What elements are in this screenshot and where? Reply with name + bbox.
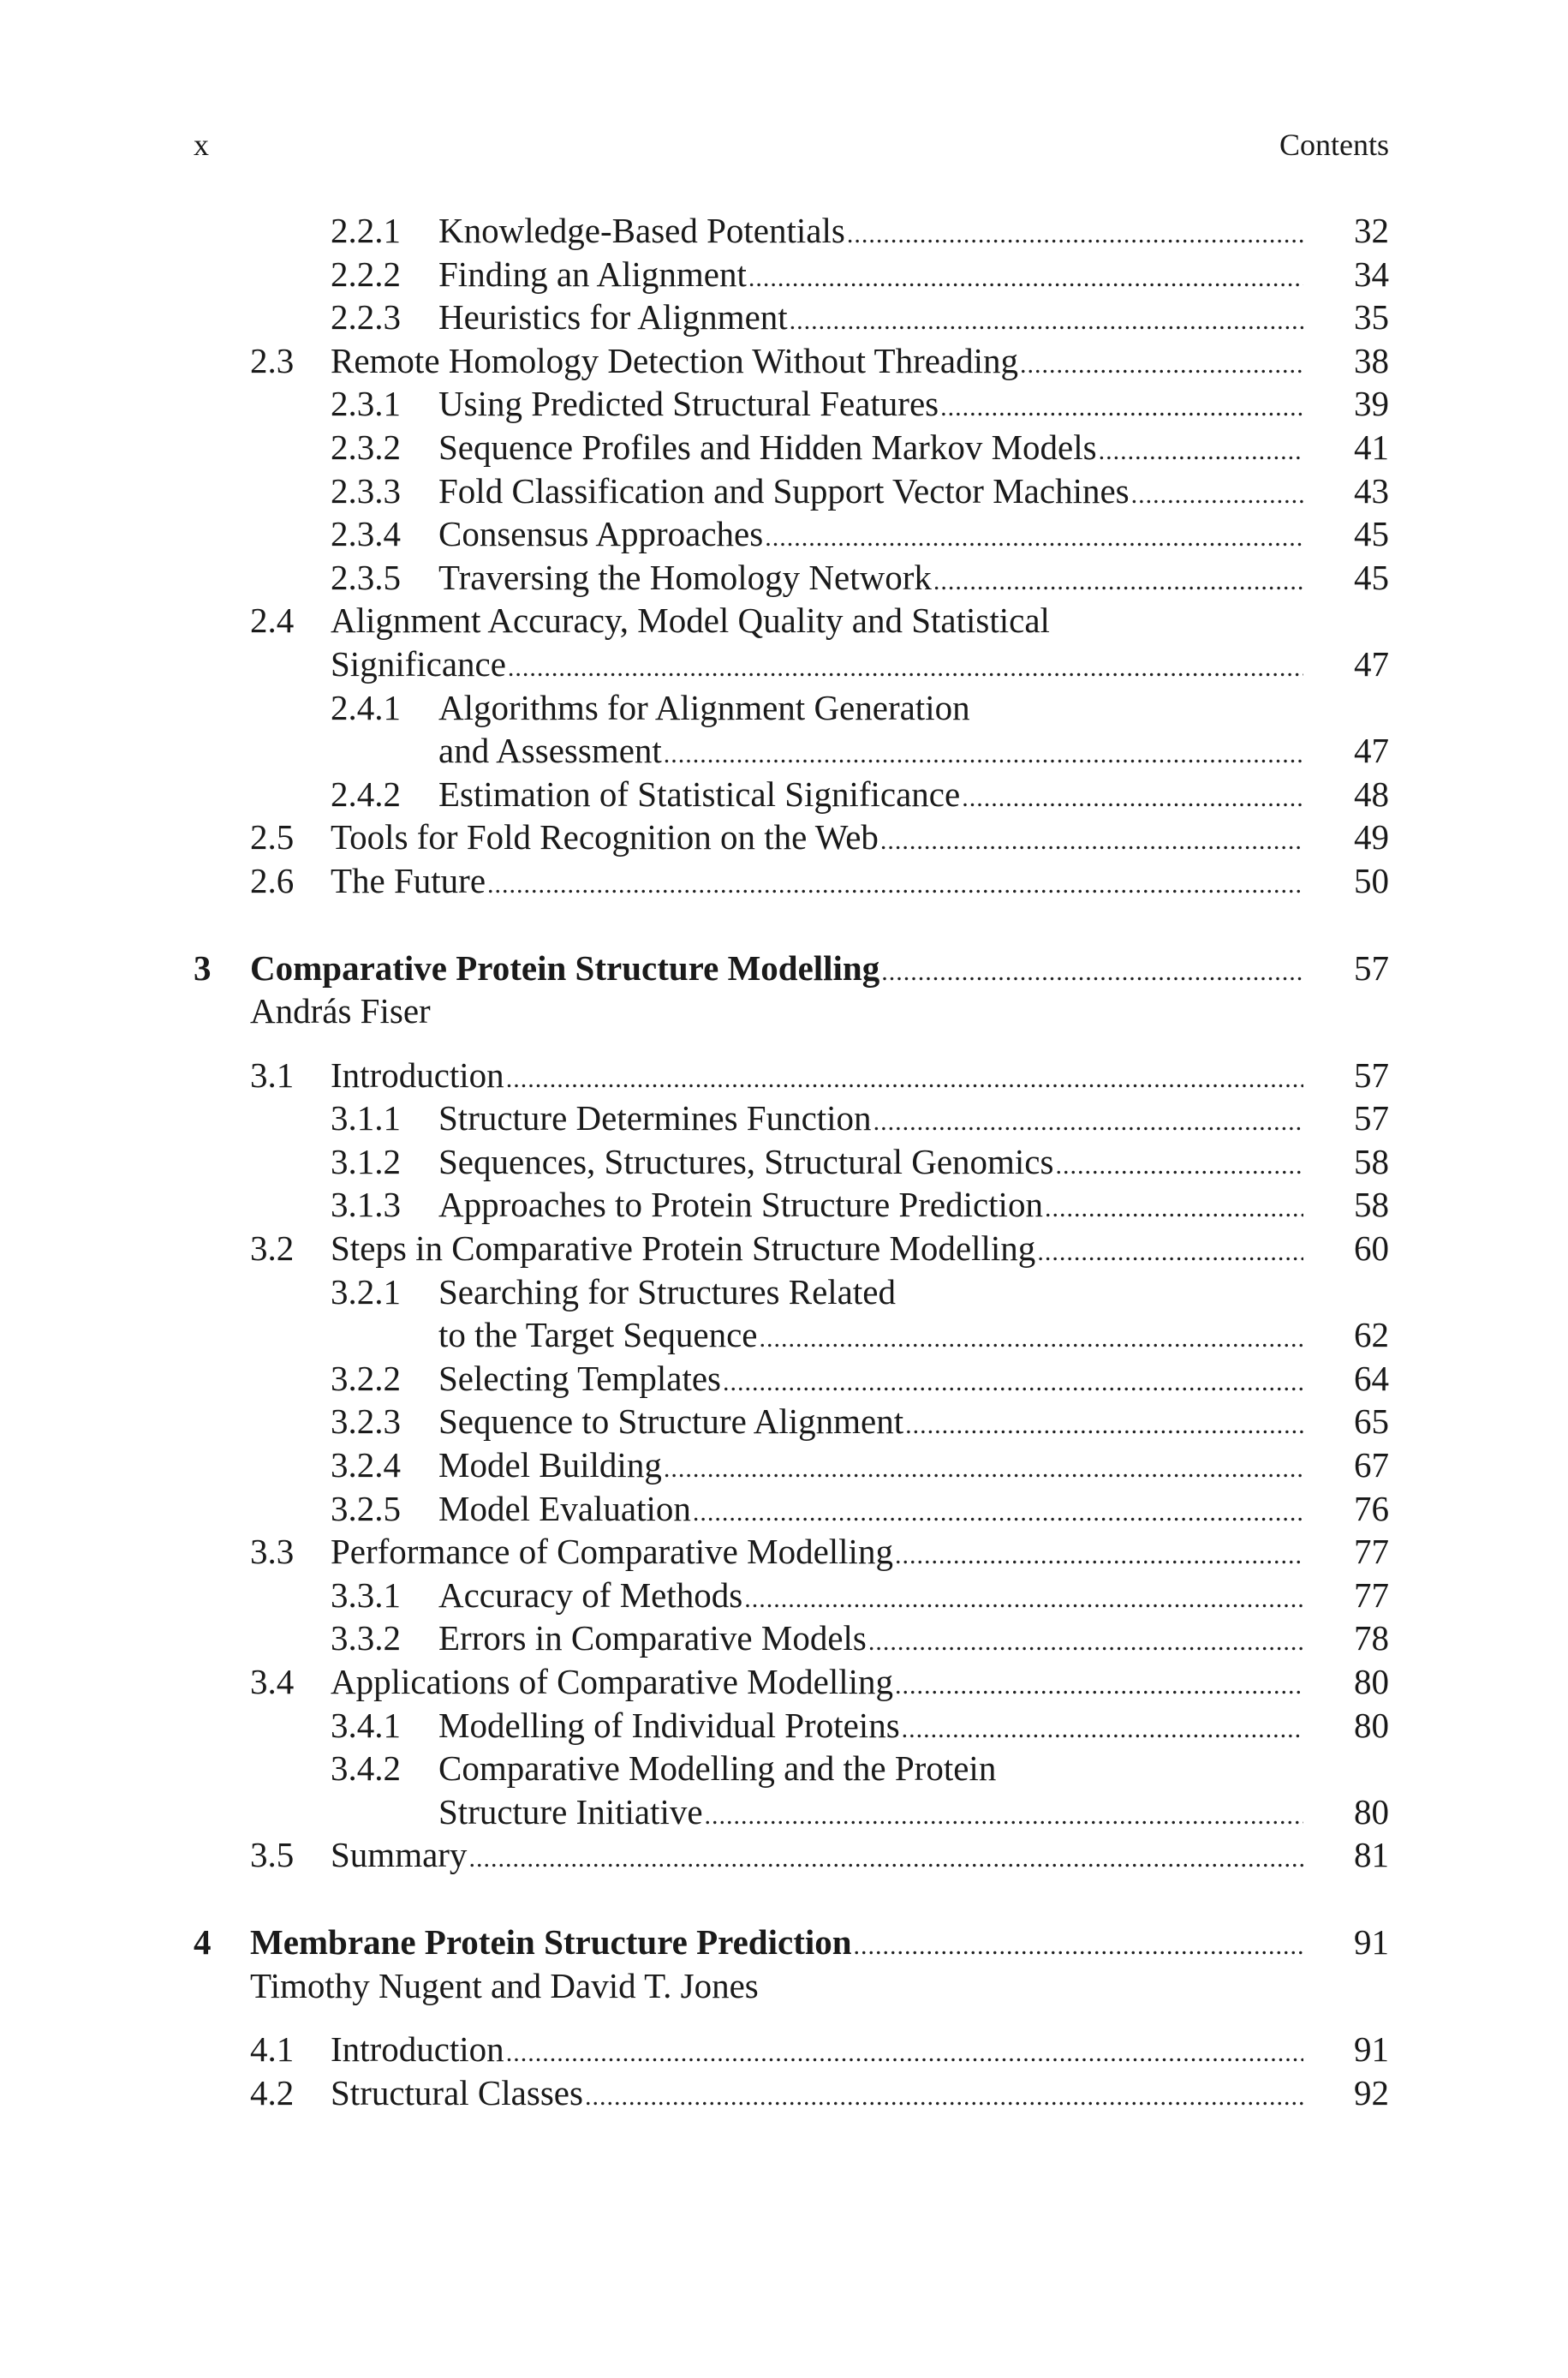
toc-entry-title-text: The Future <box>331 860 486 900</box>
toc-page-number[interactable]: 80 <box>1354 1662 1389 1701</box>
toc-subsection-entry <box>194 512 1389 556</box>
toc-entry-number: 2.2.2 <box>331 254 401 294</box>
toc-entry-number: 3.4.1 <box>331 1705 401 1745</box>
toc-page-number[interactable]: 91 <box>1354 1921 1389 1962</box>
toc-dot-leader <box>693 1491 1303 1535</box>
toc-entry-title-text: Fold Classification and Support Vector Machines <box>438 470 1130 511</box>
toc-page-number[interactable]: 77 <box>1354 1574 1389 1615</box>
toc-dot-leader <box>902 1708 1303 1752</box>
toc-entry-title-text: Heuristics for Alignment <box>438 297 788 338</box>
toc-page-number[interactable]: 41 <box>1354 427 1389 467</box>
toc-dot-leader <box>895 1534 1303 1578</box>
toc-subsection-entry <box>194 729 1389 773</box>
toc-entry-number: 3.2.3 <box>331 1401 401 1442</box>
toc-section-entry <box>194 859 1389 903</box>
toc-dot-leader <box>468 1837 1303 1881</box>
toc-dot-leader <box>765 517 1303 560</box>
toc-entry-title-text: Structure Initiative <box>438 1791 703 1831</box>
toc-entry-title-text: Finding an Alignment <box>438 254 747 294</box>
toc-spacer <box>194 2007 1389 2028</box>
toc-subsection-entry <box>194 1313 1389 1357</box>
toc-section-entry <box>194 339 1389 383</box>
toc-entry-number: 3.2.2 <box>331 1358 401 1398</box>
toc-entry-title-text: Introduction <box>331 1055 504 1095</box>
toc-page-number[interactable]: 57 <box>1354 1098 1389 1138</box>
toc-entry-number: 2.6 <box>250 860 295 900</box>
toc-entry-title-text: Applications of Comparative Modelling <box>331 1662 894 1701</box>
toc-subsection-entry <box>194 1270 1389 1314</box>
toc-entry-number: 2.4.2 <box>331 774 401 814</box>
toc-subsection-entry <box>194 1400 1389 1443</box>
toc-subsection-entry <box>194 1704 1389 1748</box>
toc-entry-title[interactable] <box>331 1227 1303 1275</box>
toc-entry-title-text: Estimation of Statistical Significance <box>438 774 961 814</box>
toc-dot-leader <box>895 1664 1303 1708</box>
toc-page-number[interactable]: 34 <box>1354 254 1389 294</box>
toc-entry-number: 3.3.2 <box>331 1618 401 1658</box>
toc-entry-title[interactable] <box>438 426 1303 474</box>
toc-entry-title-text: Errors in Comparative Models <box>438 1618 867 1658</box>
toc-subsection-entry <box>194 253 1389 296</box>
toc-dot-leader <box>759 1317 1303 1361</box>
toc-page-number[interactable]: 62 <box>1354 1315 1389 1355</box>
toc-entry-title[interactable] <box>438 1357 1303 1405</box>
toc-entry-title[interactable] <box>438 1096 1303 1144</box>
toc-dot-leader <box>790 300 1303 344</box>
toc-entry-number: 2.3.3 <box>331 470 401 511</box>
toc-entry-number: 2.4.1 <box>331 687 401 727</box>
toc-authors-text: András Fiser <box>250 991 431 1031</box>
toc-entry-number: 4 <box>194 1921 212 1962</box>
toc-chapter-authors <box>194 989 1389 1033</box>
toc-dot-leader <box>847 213 1303 257</box>
toc-dot-leader <box>487 863 1303 907</box>
toc-entry-title-text: Alignment Accuracy, Model Quality and Statistical <box>331 600 1050 641</box>
toc-page-number[interactable]: 57 <box>1354 947 1389 988</box>
toc-section-entry <box>194 1054 1389 1097</box>
toc-page-number[interactable]: 47 <box>1354 643 1389 684</box>
toc-entry-title[interactable] <box>438 1790 1303 1838</box>
toc-entry-number: 2.3.1 <box>331 384 401 424</box>
toc-page-number[interactable]: 39 <box>1354 384 1389 424</box>
toc-entry-number: 2.3.4 <box>331 514 401 554</box>
toc-entry-title[interactable] <box>438 729 1303 777</box>
toc-entry-title[interactable] <box>331 1530 1303 1578</box>
toc-subsection-entry <box>194 1183 1389 1227</box>
toc-entry-number: 3.2.1 <box>331 1271 401 1311</box>
toc-dot-leader <box>905 1404 1303 1448</box>
toc-dot-leader <box>881 951 1303 995</box>
toc-entry-title[interactable] <box>438 296 1303 344</box>
toc-entry-title[interactable] <box>438 1443 1303 1491</box>
toc-dot-leader <box>873 1101 1303 1144</box>
toc-authors-text: Timothy Nugent and David T. Jones <box>250 1965 759 2005</box>
toc-entry-title-text: Membrane Protein Structure Prediction <box>250 1921 852 1962</box>
toc-entry-title-text: Approaches to Protein Structure Prediction <box>438 1185 1043 1225</box>
toc-entry-title[interactable] <box>331 2028 1303 2076</box>
toc-subsection-entry <box>194 1443 1389 1487</box>
toc-entry-title-text: Significance <box>331 643 506 684</box>
toc-entry-title-text: to the Target Sequence <box>438 1315 758 1355</box>
toc-dot-leader <box>962 777 1303 821</box>
toc-chapter-entry <box>194 1921 1389 1964</box>
toc-page-number[interactable]: 64 <box>1354 1358 1389 1398</box>
toc-page-number[interactable]: 76 <box>1354 1488 1389 1528</box>
toc-subsection-entry <box>194 469 1389 513</box>
toc-entry-number: 2.2.1 <box>331 211 401 250</box>
toc-dot-leader <box>1037 1231 1303 1275</box>
toc-dot-leader <box>1099 430 1303 474</box>
toc-subsection-entry <box>194 1357 1389 1401</box>
toc-section-entry <box>194 642 1389 686</box>
toc-page-number[interactable]: 91 <box>1354 2029 1389 2070</box>
toc-spacer <box>194 1033 1389 1054</box>
toc-entry-title[interactable] <box>438 1270 896 1314</box>
running-title: Contents <box>1279 128 1389 162</box>
toc-entry-number: 2.3.5 <box>331 557 401 597</box>
toc-entry-title[interactable] <box>331 1660 1303 1708</box>
toc-entry-title-text: Algorithms for Alignment Generation <box>438 687 970 727</box>
toc-page-number[interactable]: 80 <box>1354 1705 1389 1745</box>
toc-dot-leader <box>940 386 1303 430</box>
toc-entry-number: 3.5 <box>250 1835 295 1875</box>
toc-subsection-entry <box>194 1096 1389 1140</box>
toc-dot-leader <box>1020 344 1303 387</box>
toc-entry-title-text: Introduction <box>331 2029 504 2070</box>
toc-entry-number: 3.2 <box>250 1228 295 1269</box>
toc-entry-title-text: Tools for Fold Recognition on the Web <box>331 817 879 857</box>
toc-entry-title-text: Model Building <box>438 1445 662 1485</box>
toc-subsection-entry <box>194 556 1389 600</box>
toc-dot-leader <box>933 560 1303 604</box>
toc-entry-title-text: Modelling of Individual Proteins <box>438 1705 900 1745</box>
toc-entry-number: 2.3.2 <box>331 427 401 467</box>
toc-page-number[interactable]: 49 <box>1354 817 1389 857</box>
toc-entry-title[interactable] <box>438 1616 1303 1664</box>
toc-entry-title-text: and Assessment <box>438 731 662 771</box>
toc-entry-title-text: Comparative Modelling and the Protein <box>438 1748 997 1789</box>
toc-page-number[interactable]: 60 <box>1354 1228 1389 1269</box>
toc-entry-title[interactable] <box>438 1183 1303 1231</box>
toc-page-number[interactable]: 38 <box>1354 340 1389 380</box>
toc-entry-title[interactable] <box>438 469 1303 517</box>
toc-dot-leader <box>1055 1144 1303 1188</box>
toc-dot-leader <box>585 2076 1303 2119</box>
toc-entry-title-text: Sequences, Structures, Structural Genomics <box>438 1141 1054 1181</box>
toc-entry-title[interactable] <box>438 1313 1303 1361</box>
toc-section-entry <box>194 1227 1389 1270</box>
toc-entry-number: 3.1.3 <box>331 1185 401 1225</box>
toc-page-number[interactable]: 58 <box>1354 1141 1389 1181</box>
toc-entry-title[interactable] <box>438 1704 1303 1752</box>
table-of-contents <box>194 209 1389 2114</box>
toc-page-number[interactable]: 58 <box>1354 1185 1389 1225</box>
toc-entry-title-text: Using Predicted Structural Features <box>438 384 939 424</box>
toc-page-number[interactable]: 50 <box>1354 860 1389 900</box>
toc-entry-number: 3.4 <box>250 1662 295 1701</box>
toc-dot-leader <box>744 1578 1303 1622</box>
toc-section-entry <box>194 1530 1389 1574</box>
toc-spacer <box>194 903 1389 947</box>
toc-entry-title-text: Searching for Structures Related <box>438 1271 896 1311</box>
toc-dot-leader <box>854 1925 1303 1969</box>
toc-page-number[interactable]: 78 <box>1354 1618 1389 1658</box>
toc-entry-title-text: Steps in Comparative Protein Structure Modelling <box>331 1228 1036 1269</box>
toc-dot-leader <box>506 2032 1303 2076</box>
running-header <box>194 127 1389 170</box>
toc-entry-title-text: Structural Classes <box>331 2072 583 2112</box>
toc-entry-number: 4.2 <box>250 2072 295 2112</box>
toc-entry-title[interactable] <box>331 2071 1303 2119</box>
toc-entry-title-text: Structure Determines Function <box>438 1098 872 1138</box>
toc-page-number[interactable]: 81 <box>1354 1835 1389 1875</box>
toc-section-entry <box>194 2071 1389 2115</box>
toc-entry-title[interactable] <box>438 1140 1303 1188</box>
toc-entry-title-text: Sequence Profiles and Hidden Markov Models <box>438 427 1097 467</box>
toc-entry-title[interactable] <box>438 1747 996 1790</box>
toc-page-number[interactable]: 35 <box>1354 297 1389 338</box>
toc-entry-title[interactable] <box>331 816 1303 863</box>
toc-entry-title-text: Traversing the Homology Network <box>438 557 932 597</box>
toc-subsection-entry <box>194 209 1389 253</box>
toc-page-number[interactable]: 32 <box>1354 211 1389 250</box>
toc-entry-title[interactable] <box>250 947 1303 995</box>
toc-dot-leader <box>664 1448 1303 1491</box>
toc-entry-title[interactable] <box>331 1833 1303 1881</box>
toc-entry-title[interactable] <box>438 382 1303 430</box>
page-folio: x <box>194 128 209 162</box>
toc-dot-leader <box>705 1795 1303 1838</box>
toc-subsection-entry <box>194 1747 1389 1790</box>
toc-entry-title-text: Sequence to Structure Alignment <box>438 1401 904 1442</box>
toc-entry-number: 3.3 <box>250 1532 295 1572</box>
toc-entry-title[interactable] <box>438 253 1303 301</box>
toc-entry-number: 2.3 <box>250 340 295 380</box>
toc-entry-title-text: Performance of Comparative Modelling <box>331 1532 893 1572</box>
toc-subsection-entry <box>194 1790 1389 1834</box>
toc-entry-title[interactable] <box>438 556 1303 604</box>
toc-page-number[interactable]: 45 <box>1354 557 1389 597</box>
toc-entry-title[interactable] <box>438 512 1303 560</box>
toc-entry-title[interactable] <box>331 642 1303 690</box>
toc-entry-title[interactable] <box>438 773 1303 821</box>
toc-entry-number: 3.2.4 <box>331 1445 401 1485</box>
toc-section-entry <box>194 599 1389 642</box>
toc-entry-title-text: Remote Homology Detection Without Threading <box>331 340 1019 380</box>
toc-dot-leader <box>880 820 1303 863</box>
toc-entry-number: 3.2.5 <box>331 1488 401 1528</box>
toc-page-number[interactable]: 77 <box>1354 1532 1389 1572</box>
toc-dot-leader <box>506 1058 1303 1102</box>
toc-section-entry <box>194 816 1389 859</box>
toc-entry-title-text: Comparative Protein Structure Modelling <box>250 947 880 988</box>
toc-subsection-entry <box>194 1616 1389 1660</box>
toc-subsection-entry <box>194 1574 1389 1617</box>
toc-entry-title[interactable] <box>331 859 1303 907</box>
toc-entry-title-text: Model Evaluation <box>438 1488 691 1528</box>
toc-entry-number: 3.3.1 <box>331 1574 401 1615</box>
toc-entry-number: 4.1 <box>250 2029 295 2070</box>
toc-chapter-authors <box>194 1964 1389 2008</box>
toc-entry-number: 3 <box>194 947 212 988</box>
toc-entry-title[interactable] <box>438 1574 1303 1622</box>
toc-section-entry <box>194 1833 1389 1877</box>
toc-entry-title[interactable] <box>331 1054 1303 1102</box>
toc-dot-leader <box>508 647 1303 690</box>
toc-dot-leader <box>664 733 1303 777</box>
toc-page-number[interactable]: 92 <box>1354 2072 1389 2112</box>
toc-entry-title[interactable] <box>438 1487 1303 1535</box>
toc-entry-title-text: Accuracy of Methods <box>438 1574 743 1615</box>
toc-entry-title[interactable] <box>438 1400 1303 1448</box>
toc-entry-title-text: Summary <box>331 1835 468 1875</box>
toc-dot-leader <box>1045 1187 1303 1231</box>
toc-entry-number: 3.1.2 <box>331 1141 401 1181</box>
toc-subsection-entry <box>194 426 1389 469</box>
toc-page-number[interactable]: 65 <box>1354 1401 1389 1442</box>
toc-page-number[interactable]: 45 <box>1354 514 1389 554</box>
toc-entry-title-text: Consensus Approaches <box>438 514 764 554</box>
toc-subsection-entry <box>194 686 1389 730</box>
toc-dot-leader <box>748 257 1303 301</box>
toc-entry-number: 3.1 <box>250 1055 295 1095</box>
toc-dot-leader <box>723 1361 1303 1405</box>
toc-subsection-entry <box>194 296 1389 339</box>
toc-entry-title[interactable] <box>438 209 1303 257</box>
toc-entry-number: 3.4.2 <box>331 1748 401 1789</box>
toc-entry-title[interactable] <box>331 599 1050 642</box>
toc-entry-title-text: Knowledge-Based Potentials <box>438 211 845 250</box>
toc-entry-title[interactable] <box>331 339 1303 387</box>
toc-page-number[interactable]: 80 <box>1354 1791 1389 1831</box>
toc-page-number[interactable]: 67 <box>1354 1445 1389 1485</box>
toc-entry-title-text: Selecting Templates <box>438 1358 721 1398</box>
toc-page-number[interactable]: 57 <box>1354 1055 1389 1095</box>
toc-spacer <box>194 1877 1389 1921</box>
toc-dot-leader <box>868 1621 1303 1664</box>
toc-section-entry <box>194 1660 1389 1704</box>
toc-subsection-entry <box>194 1487 1389 1531</box>
toc-page-number[interactable]: 47 <box>1354 731 1389 771</box>
toc-chapter-entry <box>194 947 1389 990</box>
toc-entry-number: 2.2.3 <box>331 297 401 338</box>
toc-entry-number: 3.1.1 <box>331 1098 401 1138</box>
toc-page-number[interactable]: 48 <box>1354 774 1389 814</box>
toc-entry-title[interactable] <box>250 1921 1303 1969</box>
toc-page-number[interactable]: 43 <box>1354 470 1389 511</box>
toc-entry-number: 2.5 <box>250 817 295 857</box>
toc-dot-leader <box>1131 474 1303 517</box>
toc-subsection-entry <box>194 382 1389 426</box>
toc-section-entry <box>194 2028 1389 2071</box>
toc-entry-title[interactable] <box>438 686 970 730</box>
toc-subsection-entry <box>194 1140 1389 1184</box>
toc-entry-number: 2.4 <box>250 600 295 641</box>
toc-subsection-entry <box>194 773 1389 816</box>
